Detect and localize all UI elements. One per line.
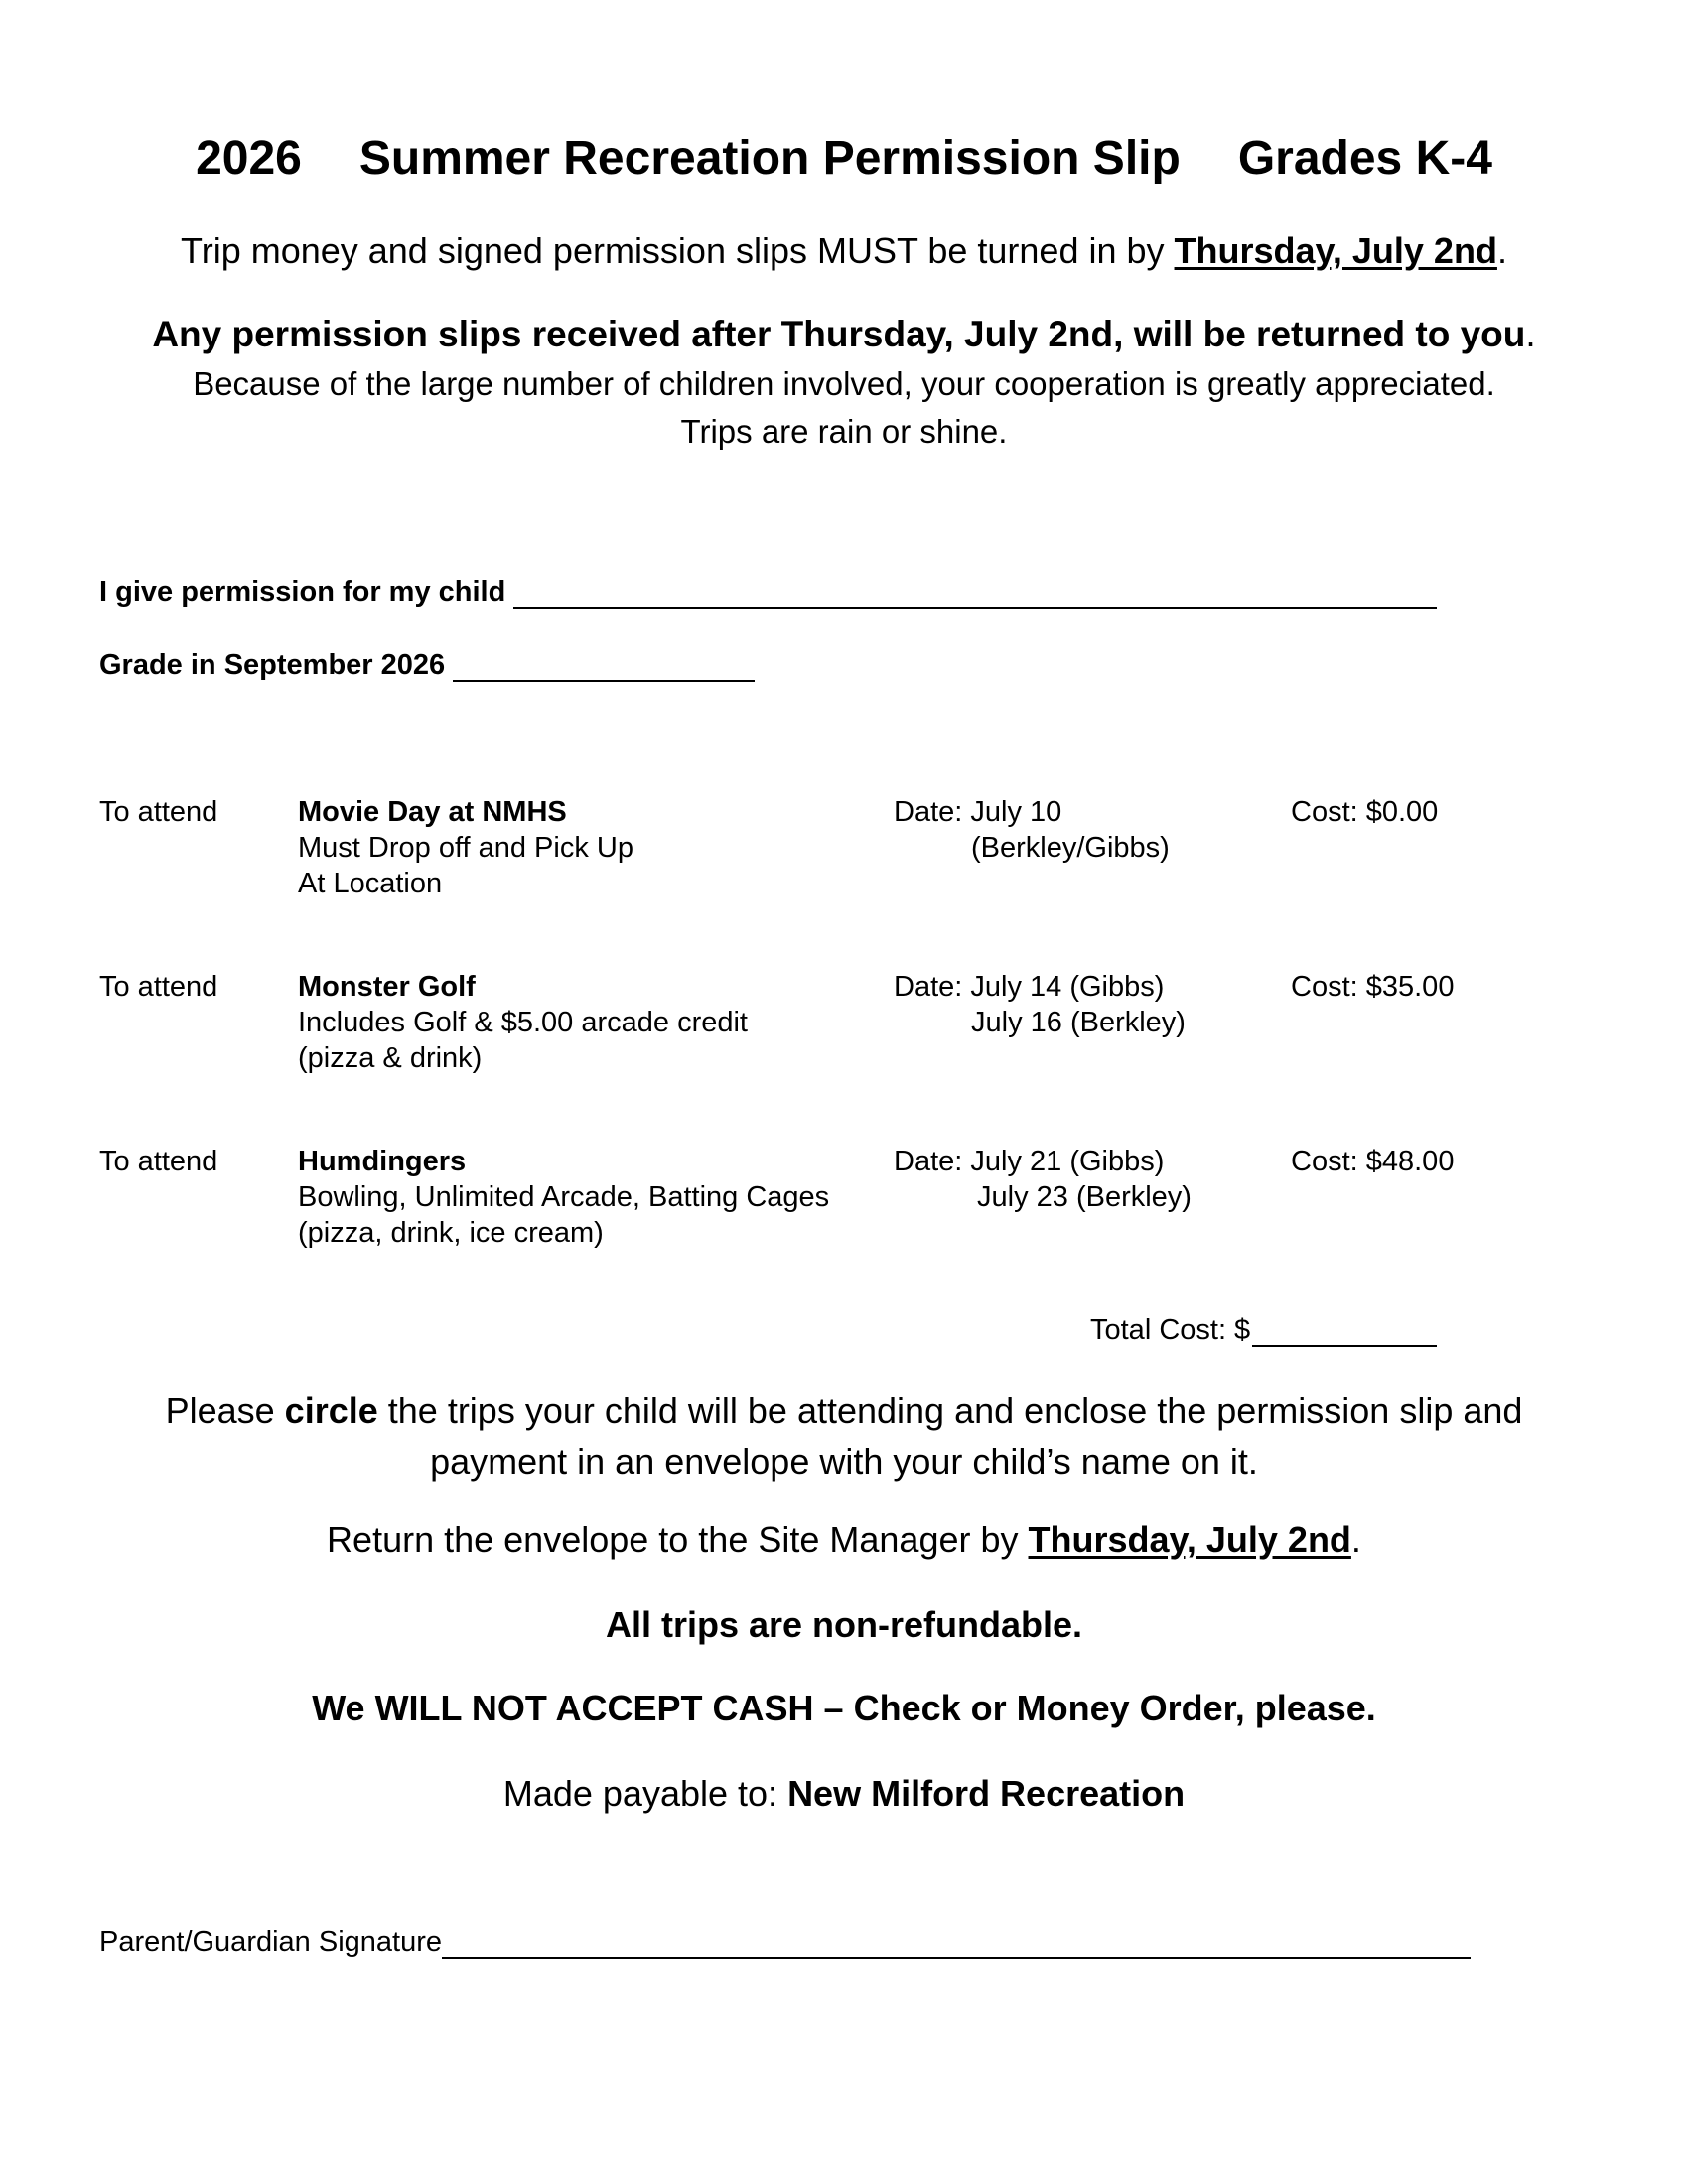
trip-3-date: Date: July 21 (Gibbs) July 23 (Berkley) xyxy=(894,1146,1192,1213)
trip-1-attend: To attend xyxy=(99,796,218,828)
cooperation-note: Because of the large number of children involved, your cooperation is greatly appreciated. xyxy=(193,365,1495,402)
payable-to: Made payable to: New Milford Recreation xyxy=(502,1773,1186,1814)
deadline-notice: Trip money and signed permission slips MUST be turned in by Thursday, July 2nd. xyxy=(181,230,1507,271)
child-name-label: I give permission for my child xyxy=(99,576,506,608)
grade-field xyxy=(99,649,755,682)
trip-3-attend: To attend xyxy=(99,1146,218,1177)
circle-instructions: Please circle the trips your child will be attending and enclose the permission slip and payment in an envelope with your child’s name on it. xyxy=(165,1390,1523,1482)
total-cost-blank[interactable] xyxy=(1252,1315,1437,1347)
refund-notice: All trips are non-refundable. xyxy=(605,1604,1083,1645)
trip-name: Humdingers xyxy=(298,1146,467,1177)
title-grades: Grades K-4 xyxy=(1237,132,1492,185)
grade-blank[interactable] xyxy=(453,650,755,682)
child-name-field xyxy=(99,576,1437,609)
late-notice: Any permission slips received after Thursday, July 2nd, will be returned to you. xyxy=(152,314,1536,354)
total-cost-label: Total Cost: $ xyxy=(1090,1314,1251,1346)
trip-name: Movie Day at NMHS xyxy=(298,796,567,828)
page-title xyxy=(0,131,1688,186)
cash-notice: We WILL NOT ACCEPT CASH – Check or Money Order, please. xyxy=(312,1688,1376,1728)
weather-note: Trips are rain or shine. xyxy=(680,413,1008,450)
trip-2-info[interactable]: Monster Golf Includes Golf & $5.00 arcade credit (pizza & drink) xyxy=(298,971,748,1074)
payee-name: New Milford Recreation xyxy=(787,1773,1186,1814)
deadline-date: Thursday, July 2nd xyxy=(1174,230,1497,271)
trip-2-attend: To attend xyxy=(99,971,218,1003)
trip-1-info[interactable]: Movie Day at NMHS Must Drop off and Pick Up At Location xyxy=(298,796,633,899)
trip-3-cost: Cost: $48.00 xyxy=(1291,1146,1455,1177)
trip-1-cost: Cost: $0.00 xyxy=(1291,796,1439,828)
title-text: Summer Recreation Permission Slip xyxy=(358,132,1181,185)
trip-1-date: Date: July 10 (Berkley/Gibbs) xyxy=(894,796,1170,864)
title-year: 2026 xyxy=(196,132,302,185)
trip-name: Monster Golf xyxy=(298,971,476,1003)
trip-3-info[interactable]: Humdingers Bowling, Unlimited Arcade, Batting Cages (pizza, drink, ice cream) xyxy=(298,1146,830,1249)
trip-2-date: Date: July 14 (Gibbs) July 16 (Berkley) xyxy=(894,971,1186,1038)
return-date: Thursday, July 2nd xyxy=(1028,1519,1351,1560)
signature-blank[interactable] xyxy=(442,1927,1471,1959)
signature-field xyxy=(99,1926,1471,1959)
grade-label: Grade in September 2026 xyxy=(99,649,446,681)
trip-2-cost: Cost: $35.00 xyxy=(1291,971,1455,1003)
child-name-blank[interactable] xyxy=(513,577,1437,609)
return-instructions: Return the envelope to the Site Manager by Thursday, July 2nd. xyxy=(327,1519,1361,1560)
signature-label: Parent/Guardian Signature xyxy=(99,1926,442,1958)
total-cost-field xyxy=(1090,1314,1437,1347)
